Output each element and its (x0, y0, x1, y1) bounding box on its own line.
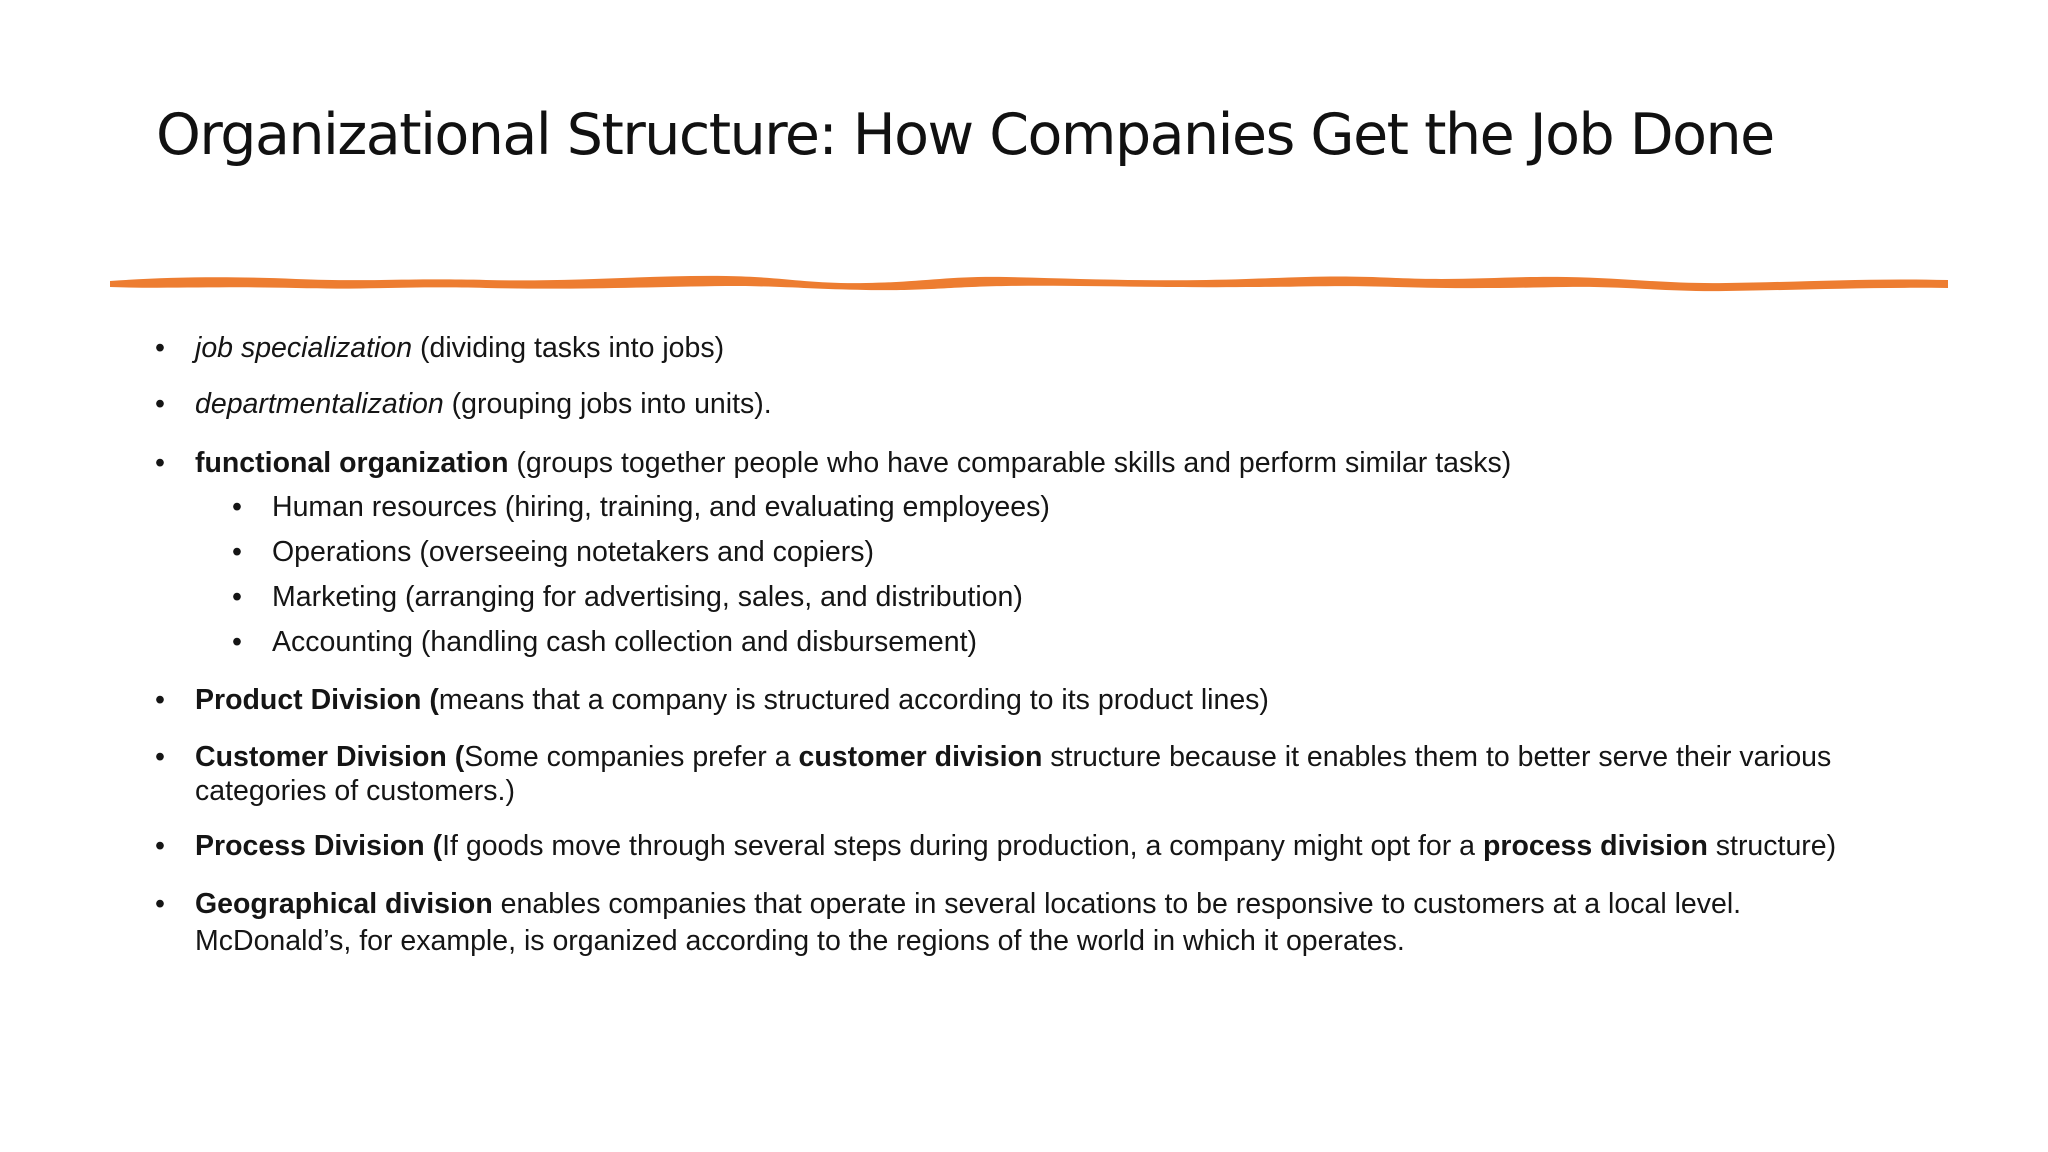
bullet-marker: • (232, 581, 242, 613)
term-description: structure because it enables them to better serve their various (1042, 741, 1832, 773)
bullet-marker: • (232, 491, 242, 523)
item-text (195, 446, 1895, 480)
term-bold: functional organization (195, 447, 509, 479)
sub-list-item (232, 625, 1832, 659)
brush-stroke-divider (106, 267, 1952, 303)
sub-item-text: Accounting (handling cash collection and disbursement) (272, 626, 977, 658)
term-italic: departmentalization (195, 388, 444, 420)
sub-item-text: Marketing (arranging for advertising, sales, and distribution) (272, 581, 1023, 613)
list-item (155, 683, 1915, 717)
item-text-continuation: categories of customers.) (195, 775, 515, 807)
list-item (155, 886, 1915, 960)
bullet-marker: • (155, 888, 165, 920)
term-description: means that a company is structured according to its product lines) (438, 684, 1269, 716)
term-description: (groups together people who have comparable skills and perform similar tasks) (508, 447, 1512, 479)
term-bold: Product Division ( (195, 684, 439, 716)
bullet-marker: • (155, 332, 165, 364)
inline-bold-term: customer division (798, 741, 1043, 773)
term-bold: Process Division ( (195, 830, 443, 862)
bullet-marker: • (232, 536, 242, 568)
inline-bold-term: process division (1482, 830, 1708, 862)
list-item (155, 829, 1915, 863)
bullet-marker: • (155, 388, 165, 420)
item-text-continuation: McDonald’s, for example, is organized according to the regions of the world in which it operates. (195, 925, 1405, 957)
slide-title: Organizational Structure: How Companies Get the Job Done (156, 102, 1774, 168)
list-item (155, 740, 1915, 808)
sub-item-text: Human resources (hiring, training, and evaluating employees) (272, 491, 1050, 523)
sub-list-item (232, 580, 1832, 614)
sub-list-item (232, 535, 1832, 569)
list-item (155, 446, 1915, 480)
term-description: Some companies prefer a (464, 741, 799, 773)
term-description: (dividing tasks into jobs) (412, 332, 725, 364)
term-description: structure) (1707, 830, 1837, 862)
item-text (195, 740, 1895, 774)
sub-item-text: Operations (overseeing notetakers and copiers) (272, 536, 874, 568)
item-text (195, 387, 1895, 421)
term-bold: Geographical division (195, 888, 493, 920)
bullet-marker: • (232, 626, 242, 658)
bullet-marker: • (155, 830, 165, 862)
sub-list-item (232, 490, 1832, 524)
list-item (155, 387, 1915, 421)
item-text (195, 331, 1895, 365)
item-text (195, 886, 1895, 923)
term-bold: Customer Division ( (195, 741, 465, 773)
bullet-marker: • (155, 684, 165, 716)
bullet-marker: • (155, 447, 165, 479)
term-description: If goods move through several steps during production, a company might opt for a (442, 830, 1483, 862)
term-description: enables companies that operate in several locations to be responsive to customers at a local level. (492, 888, 1742, 920)
bullet-marker: • (155, 741, 165, 773)
term-description: (grouping jobs into units). (443, 388, 772, 420)
term-italic: job specialization (195, 332, 413, 364)
list-item (155, 331, 1915, 365)
item-text (195, 683, 1895, 717)
item-text (195, 829, 1895, 863)
